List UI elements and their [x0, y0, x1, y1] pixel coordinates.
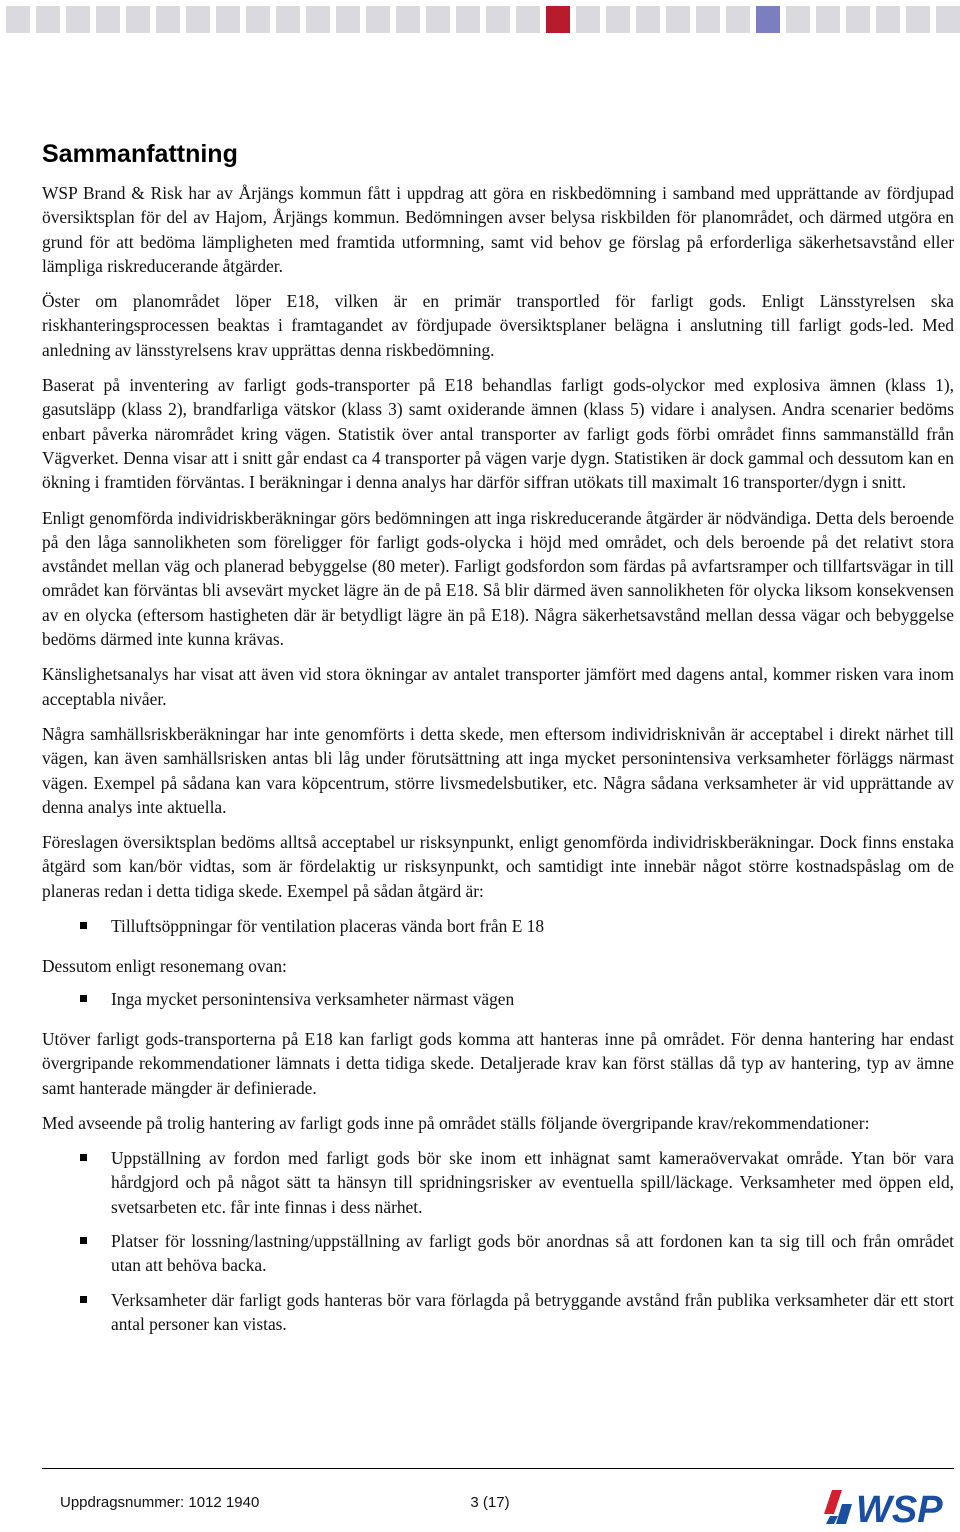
logo-stripe-2 [836, 1504, 852, 1524]
header-color-square [156, 6, 180, 33]
header-color-square [66, 6, 90, 33]
bullet-marker-icon [80, 1154, 87, 1161]
paragraph-conclusion: Föreslagen översiktsplan bedöms alltså acceptabel ur risksynpunkt, enligt genomförda individriskberäkningar. Dock finns enstaka åtgärd som kan/bör vidtas, som är fördelaktig ur risksynpunkt, och samtidigt inte innebär något större kostnadspåslag om de planeras redan i detta tidiga skede. Exempel på sådan åtgärd är: [42, 832, 954, 901]
paragraph-societal-risk: Några samhällsriskberäkningar har inte genomförts i detta skede, men eftersom individrisknivån är acceptabel i direkt närhet till vägen, kan även samhällsrisken antas bli låg under förutsättning att inga mycket personintensiva verksamheter förläggs närmast vägen. Exempel på sådana kan vara köpcentrum, större livsmedelsbutiker, etc. Några sådana verksamheter är vid upprättande av denna analys inte aktuella. [42, 723, 954, 817]
header-color-square [876, 6, 900, 33]
header-color-square [396, 6, 420, 33]
header-color-square [186, 6, 210, 33]
paragraph-sensitivity: Känslighetsanalys har visat att även vid stora ökningar av antalet transporter jämfört med dagens antal, kommer risken vara inom acceptabla nivåer. [42, 664, 954, 709]
footer-page-number: 3 (17) [470, 1494, 510, 1511]
header-color-square [756, 6, 780, 33]
footer-divider [42, 1468, 954, 1469]
header-color-square [126, 6, 150, 33]
bullet-marker-icon [80, 1237, 87, 1244]
header-color-square [816, 6, 840, 33]
header-color-square [306, 6, 330, 33]
paragraph-additional: Dessutom enligt resonemang ovan: [42, 956, 287, 977]
header-color-square [336, 6, 360, 33]
page-title: Sammanfattning [42, 140, 238, 168]
wsp-logo-icon [822, 1484, 956, 1528]
logo-stripe-1 [824, 1490, 842, 1514]
header-color-square [846, 6, 870, 33]
footer-project-number: Uppdragsnummer: 1012 1940 [60, 1494, 260, 1511]
paragraph-inventory: Baserat på inventering av farligt gods-transporter på E18 behandlas farligt gods-olyckor med explosiva ämnen (klass 1), gasutsläpp (klass 2), brandfarliga vätskor (klass 3) samt oxiderande ämnen (klass 5) vidare i analysen. Andra scenarier bedöms enbart påverka närområdet kring vägen. Statistik över antal transporter av farligt gods förbi området finns sammanställd från Vägverket. Denna visar att i snitt går endast ca 4 transporter på vägen varje dygn. Statistiken är dock gammal och dessutom kan en ökning i framtiden förväntas. I beräkningar i denna analys har därför siffran utökats till maximalt 16 transporter/dygn i snitt. [42, 375, 954, 493]
header-color-square [246, 6, 270, 33]
header-color-square [906, 6, 930, 33]
document-body [42, 181, 954, 1352]
wsp-logo-stripes [824, 1490, 852, 1524]
header-color-square [546, 6, 570, 33]
list-item: Uppställning av fordon med farligt gods bör ske inom ett inhägnat samt kameraövervakat område. Ytan bör vara hårdgjord och på något sätt ta hänsyn till spridningsrisker av eventuella spill/läckage. Verksamheter med öppen eld, svetsarbeten etc. får inte finnas i dess närhet. [42, 1146, 954, 1219]
header-color-square [636, 6, 660, 33]
header-color-square [426, 6, 450, 33]
bullet-list-measures [42, 914, 954, 938]
header-color-square [606, 6, 630, 33]
paragraph-intro: WSP Brand & Risk har av Årjängs kommun fått i uppdrag att göra en riskbedömning i samband med upprättande av fördjupad översiktsplan för del av Hajom, Årjängs kommun. Bedömningen avser belysa riskbilden för planområdet, och därmed utgöra en grund för att bedöma lämpligheten med framtida utformning, samt vid behov ge förslag på erforderliga säkerhetsavstånd eller lämpliga riskreducerande åtgärder. [42, 183, 954, 276]
header-color-bar [0, 6, 960, 33]
paragraph-e18: Öster om planområdet löper E18, vilken är en primär transportled för farligt gods. Enligt Länsstyrelsen ska riskhanteringsprocessen beaktas i framtagandet av fördjupade översiktsplaner belägna i anslutning till farligt gods-led. Med anledning av länsstyrelsens krav upprättas denna riskbedömning. [42, 291, 954, 360]
header-color-square [366, 6, 390, 33]
logo-text: WSP [856, 1489, 943, 1528]
paragraph-requirements: Med avseende på trolig hantering av farligt gods inne på området ställs följande övergripande krav/rekommendationer: [42, 1112, 870, 1133]
header-color-square [276, 6, 300, 33]
bullet-marker-icon [80, 995, 87, 1002]
list-item: Verksamheter där farligt gods hanteras bör vara förlagda på betryggande avstånd från publika verksamheter där ett stort antal personer kan vistas. [42, 1288, 954, 1337]
paragraph-individual-risk: Enligt genomförda individriskberäkningar görs bedömningen att inga riskreducerande åtgärder är nödvändiga. Detta dels beroende på den låga sannolikheten som föreligger för farligt gods-olycka i höjd med området, och dels beroende på det relativt stora avståndet mellan väg och planerad bebyggelse (80 meter). Farligt godsfordon som färdas på avfartsramper och tillfartsvägar in till området kan förväntas bli avsevärt mycket lägre än de på E18. Så blir därmed även sannolikheten för olycka liksom konsekvensen av en olycka (eftersom hastigheten där är betydligt lägre än på E18). Några säkerhetsavstånd mellan dessa vägar och bebyggelse bedöms därmed inte kunna krävas. [42, 507, 954, 650]
bullet-list-additional [42, 987, 954, 1011]
header-color-square [786, 6, 810, 33]
header-color-square [666, 6, 690, 33]
header-color-square [936, 6, 960, 33]
header-color-square [486, 6, 510, 33]
header-color-square [576, 6, 600, 33]
header-color-square [96, 6, 120, 33]
header-color-square [36, 6, 60, 33]
header-color-square [516, 6, 540, 33]
header-color-square [216, 6, 240, 33]
list-item: Tilluftsöppningar för ventilation placeras vända bort från E 18 [42, 914, 954, 938]
header-color-square [696, 6, 720, 33]
bullet-marker-icon [80, 922, 87, 929]
logo-stripe-3 [826, 1516, 838, 1524]
paragraph-handling: Utöver farligt gods-transporterna på E18 kan farligt gods komma att hanteras inne på området. För denna hantering har endast övergripande rekommendationer lämnats i detta tidiga skede. Detaljerade krav kan först ställas då typ av hantering, typ av ämne samt hanterade mängder är definierade. [42, 1028, 954, 1098]
bullet-list-requirements [42, 1146, 954, 1336]
list-item: Platser för lossning/lastning/uppställning av farligt gods bör anordnas så att fordonen kan ta sig till och från området utan att behöva backa. [42, 1229, 954, 1278]
list-item: Inga mycket personintensiva verksamheter närmast vägen [42, 987, 954, 1011]
header-color-square [456, 6, 480, 33]
bullet-marker-icon [80, 1296, 87, 1303]
header-color-square [726, 6, 750, 33]
header-color-square [6, 6, 30, 33]
